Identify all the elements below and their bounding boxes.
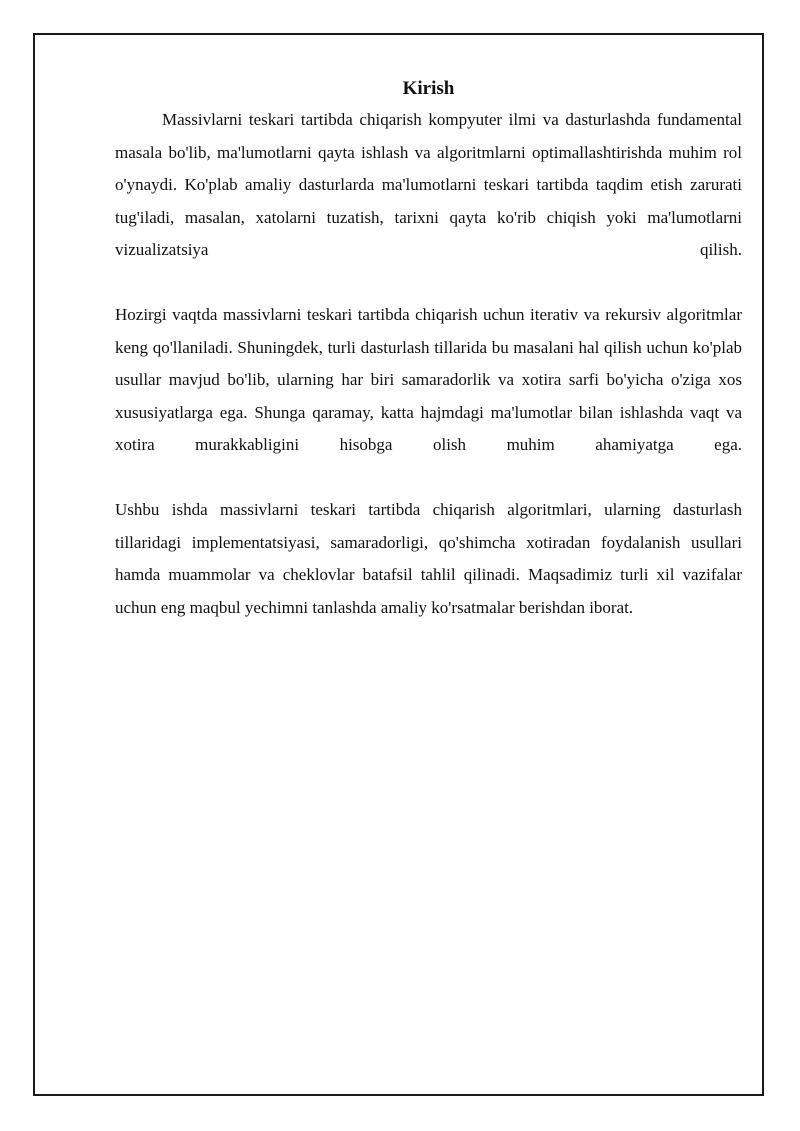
paragraph-spacer xyxy=(115,267,742,300)
document-body xyxy=(115,74,742,624)
paragraph-methods: Hozirgi vaqtda massivlarni teskari tartibda chiqarish uchun iterativ va rekursiv algoritmlar keng qo'llaniladi. Shuningdek, turli dasturlash tillarida bu masalani hal qilish uchun ko'plab usullar mavjud bo'lib, ularning har biri samaradorlik va xotira sarfi bo'yicha o'ziga xos xususiyatlarga ega. Shunga qaramay, katta hajmdagi ma'lumotlar bilan ishlashda vaqt va xotira murakkabligini hisobga olish muhim ahamiyatga ega. xyxy=(115,305,742,454)
section-title: Kirish xyxy=(402,78,455,99)
paragraph-goal: Ushbu ishda massivlarni teskari tartibda chiqarish algoritmlari, ularning dasturlash tillaridagi implementatsiyasi, samaradorligi, qo'shimcha xotiradan foydalanish usullari hamda muammolar va cheklovlar batafsil tahlil qilinadi. Maqsadimiz turli xil vazifalar uchun eng maqbul yechimni tanlashda amaliy ko'rsatmalar berishdan iborat. xyxy=(115,500,742,617)
paragraph-intro: Massivlarni teskari tartibda chiqarish kompyuter ilmi va dasturlashda fundamental masala bo'lib, ma'lumotlarni qayta ishlash va algoritmlarni optimallashtirishda muhim rol o'ynaydi. Ko'plab amaliy dasturlarda ma'lumotlarni teskari tartibda taqdim etish zarurati tug'iladi, masalan, xatolarni tuzatish, tarixni qayta ko'rib chiqish yoki ma'lumotlarni vizualizatsiya qilish. xyxy=(115,110,742,259)
paragraph-spacer xyxy=(115,462,742,495)
